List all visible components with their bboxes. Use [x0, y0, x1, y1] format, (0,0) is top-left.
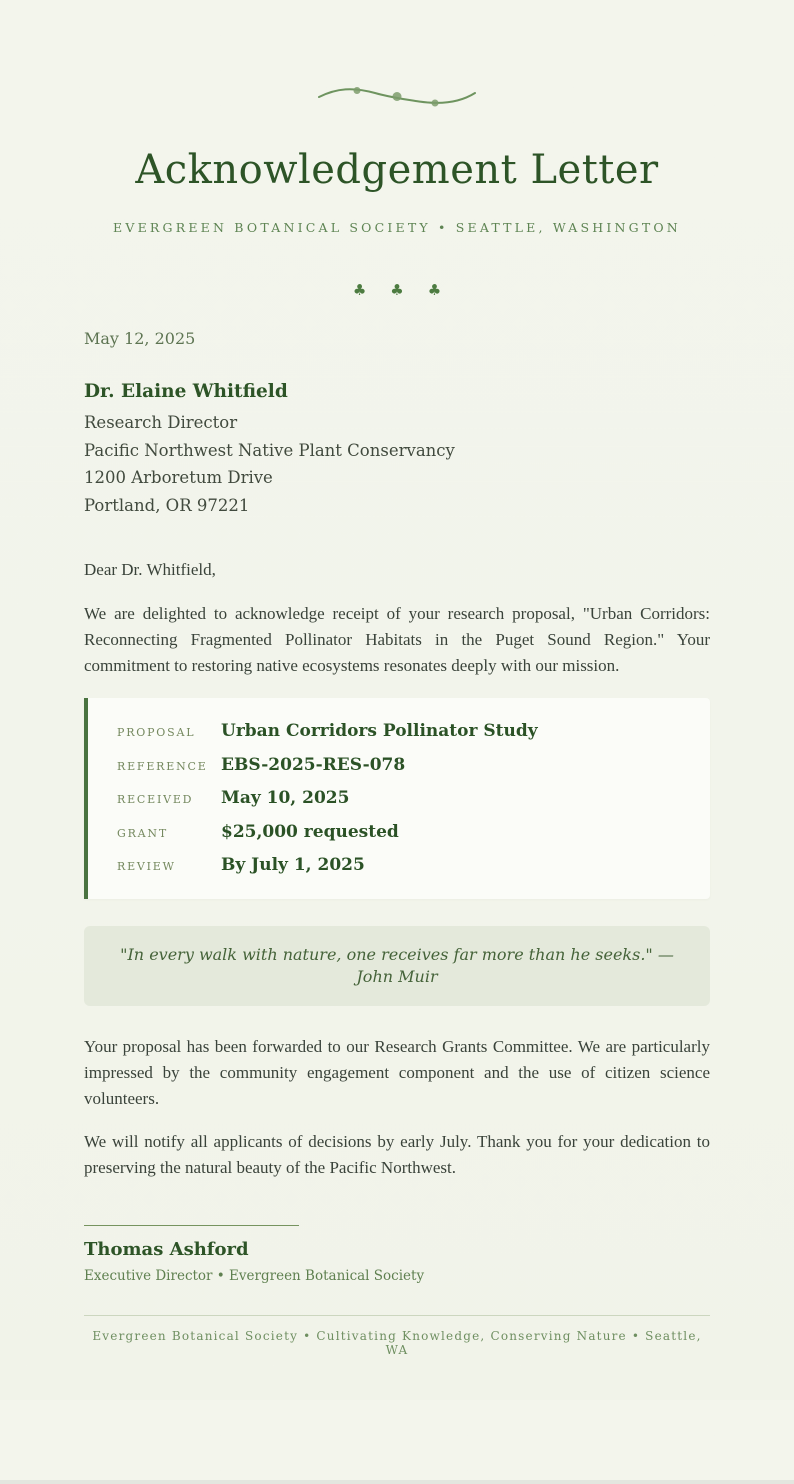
footer-text: Evergreen Botanical Society • Cultivating Knowledge, Conserving Nature • Seattle, WA — [92, 1328, 702, 1357]
recipient-role: Research Director — [84, 413, 238, 432]
detail-label: GRANT — [117, 826, 168, 840]
detail-value: Urban Corridors Pollinator Study — [221, 721, 538, 741]
salutation: Dear Dr. Whitfield, — [84, 560, 216, 579]
detail-label: RECEIVED — [117, 793, 194, 806]
signature-block — [84, 1225, 710, 1285]
vine-berry-icon — [393, 92, 402, 101]
body-paragraph-1: We are delighted to acknowledge receipt of your research proposal, "Urban Corridors: Reconnecting Fragmented Pollinator Habitats in the Puget Sound Region." Your commitment to restoring native ecosystems resonates deeply with our mission. — [84, 604, 710, 675]
body-paragraph-2: Your proposal has been forwarded to our Research Grants Committee. We are particularly impressed by the community engagement component and the use of citizen science volunteers. — [84, 1036, 710, 1108]
letter-page — [0, 84, 794, 1357]
shamrock-icon: ♣ — [390, 281, 404, 299]
vine-ornament — [317, 84, 477, 110]
detail-value: By July 1, 2025 — [221, 855, 365, 875]
shamrock-icon: ♣ — [427, 281, 442, 299]
recipient-city: Portland, OR 97221 — [84, 495, 250, 515]
vine-berry-icon — [354, 87, 361, 94]
quote-box — [84, 926, 710, 1006]
detail-row-received — [117, 788, 690, 809]
shamrock-icon: ♣ — [352, 281, 367, 299]
detail-value: $25,000 requested — [221, 821, 399, 842]
footer-divider — [84, 1315, 710, 1316]
detail-label: REFERENCE — [117, 759, 208, 773]
vine-berry-icon — [432, 100, 439, 107]
signer-name: Thomas Ashford — [84, 1238, 249, 1260]
recipient-organization: Pacific Northwest Native Plant Conservancy — [84, 440, 455, 460]
detail-label: PROPOSAL — [117, 726, 196, 739]
detail-row-reference — [117, 755, 690, 776]
body-paragraph-3: We will notify all applicants of decisions by early July. Thank you for your dedication to preserving the natural beauty of the Pacific Northwest. — [84, 1131, 710, 1177]
letter-date: May 12, 2025 — [84, 329, 196, 348]
signature-line — [84, 1225, 299, 1226]
recipient-name: Dr. Elaine Whitfield — [84, 381, 288, 402]
signer-title: Executive Director • Evergreen Botanical Society — [84, 1267, 425, 1284]
page-title: Acknowledgement Letter — [135, 147, 659, 193]
detail-value: May 10, 2025 — [221, 788, 350, 808]
detail-label: REVIEW — [117, 860, 176, 873]
detail-row-proposal — [117, 721, 690, 742]
detail-row-grant — [117, 822, 690, 843]
detail-value: EBS-2025-RES-078 — [221, 754, 406, 775]
shamrock-divider — [84, 281, 710, 299]
recipient-block — [84, 380, 710, 519]
proposal-details-box — [84, 698, 710, 899]
quote-text: "In every walk with nature, one receives far more than he seeks." — John Muir — [120, 944, 674, 986]
recipient-street: 1200 Arboretum Drive — [84, 468, 273, 487]
detail-row-review — [117, 855, 690, 876]
org-subtitle: EVERGREEN BOTANICAL SOCIETY • SEATTLE, WASHINGTON — [113, 220, 681, 235]
